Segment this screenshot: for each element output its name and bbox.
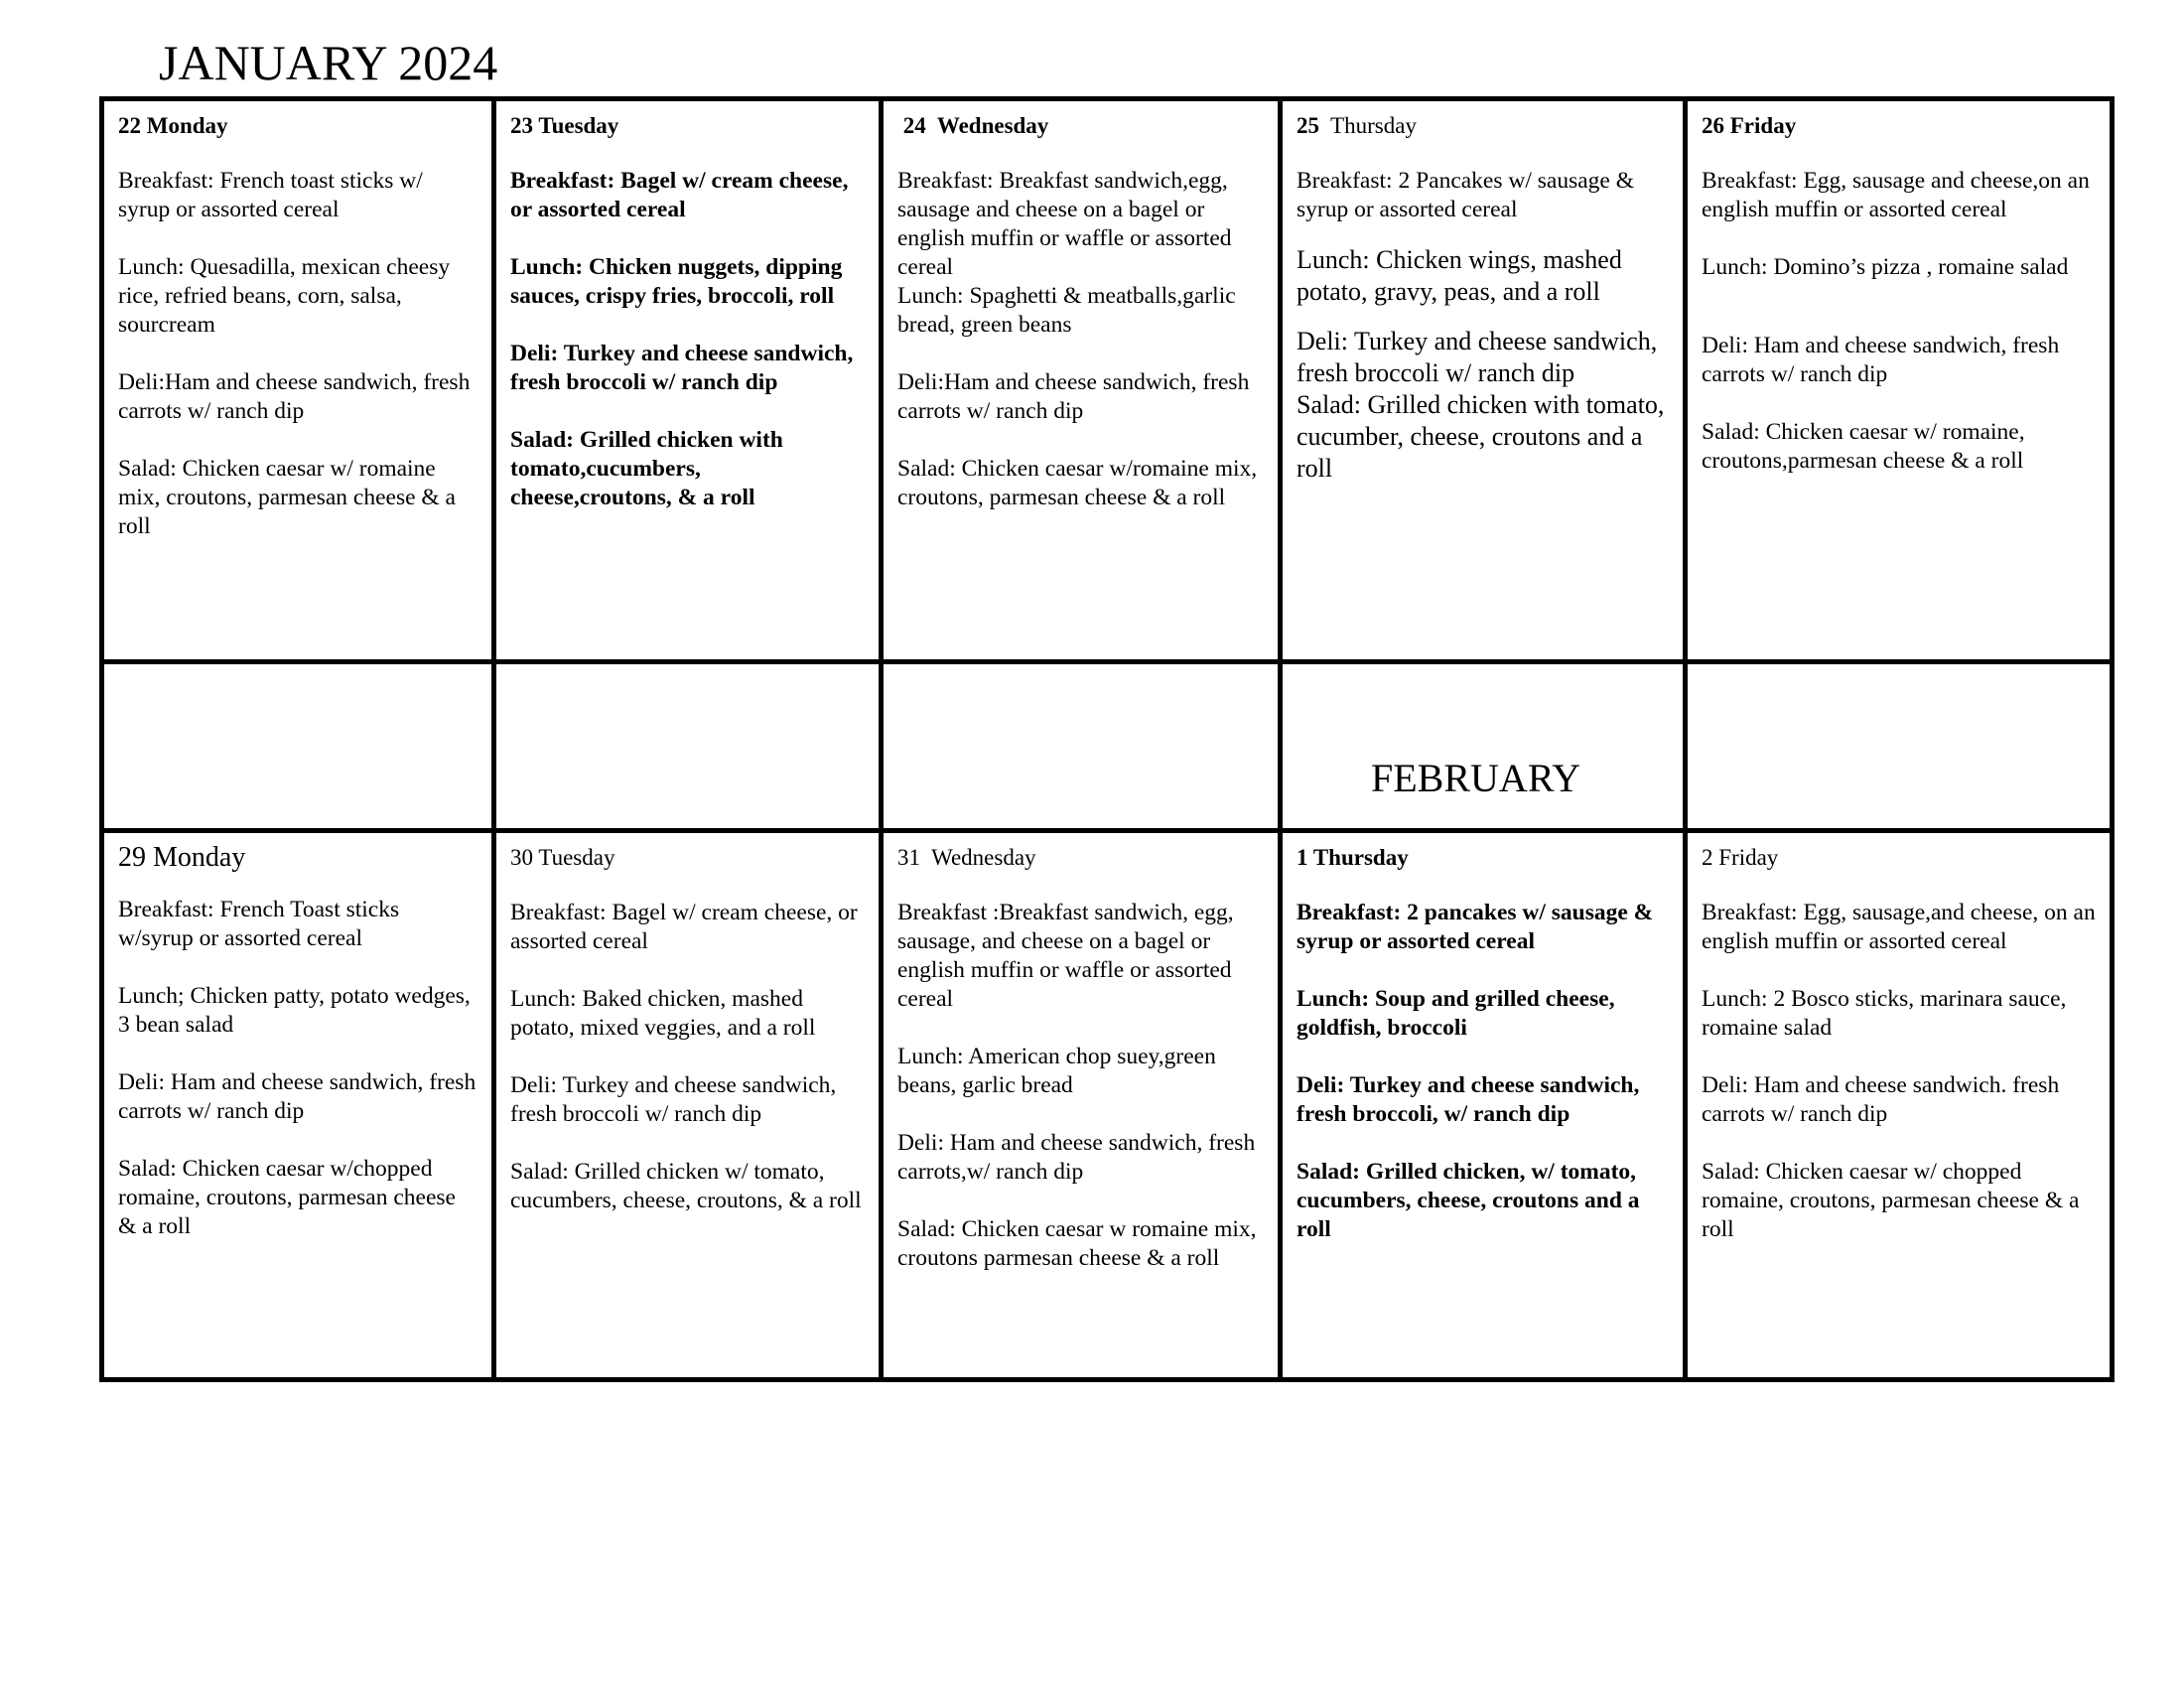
deli-item: Deli: Ham and cheese sandwich. fresh carrots w/ ranch dip <box>1702 1072 2060 1127</box>
deli-item: Deli:Ham and cheese sandwich, fresh carrots w/ ranch dip <box>118 369 471 424</box>
lunch-item: Lunch: Chicken wings, mashed potato, gravy, peas, and a roll <box>1297 245 1622 306</box>
day-header: 30 Tuesday <box>510 845 615 870</box>
lunch-item: Lunch: Spaghetti & meatballs,garlic bread, green beans <box>897 283 1236 338</box>
spacer-cell <box>104 664 496 833</box>
breakfast-item: Breakfast: French Toast sticks w/syrup or assorted cereal <box>118 897 400 951</box>
menu-calendar-grid <box>99 96 2115 1382</box>
day-header: 2 Friday <box>1702 845 1779 870</box>
lunch-item: Lunch: Chicken nuggets, dipping sauces, crispy fries, broccoli, roll <box>510 254 843 309</box>
day-cell-jan-31 <box>884 833 1283 1377</box>
deli-item: Deli: Turkey and cheese sandwich, fresh broccoli, w/ ranch dip <box>1297 1072 1640 1127</box>
day-header: 29 Monday <box>118 842 246 873</box>
day-cell-jan-23 <box>496 101 884 664</box>
lunch-item: Lunch: Quesadilla, mexican cheesy rice, refried beans, corn, salsa, sourcream <box>118 254 451 338</box>
day-cell-feb-1 <box>1283 833 1688 1377</box>
breakfast-item: Breakfast: 2 pancakes w/ sausage & syrup or assorted cereal <box>1297 900 1654 954</box>
salad-item: Salad: Chicken caesar w romaine mix, croutons parmesan cheese & a roll <box>897 1216 1257 1271</box>
day-header: 23 Tuesday <box>510 113 619 138</box>
day-cell-jan-26 <box>1688 101 2110 664</box>
spacer-cell <box>496 664 884 833</box>
day-cell-jan-22 <box>104 101 496 664</box>
salad-item: Salad: Grilled chicken with tomato, cucumber, cheese, croutons and a roll <box>1297 390 1665 483</box>
february-label: FEBRUARY <box>1371 756 1581 800</box>
day-header: 25 Thursday <box>1297 113 1417 138</box>
day-header: 24 Wednesday <box>897 113 1049 138</box>
salad-item: Salad: Chicken caesar w/ romaine, croutons,parmesan cheese & a roll <box>1702 419 2025 474</box>
day-cell-jan-29 <box>104 833 496 1377</box>
salad-item: Salad: Chicken caesar w/romaine mix, croutons, parmesan cheese & a roll <box>897 456 1258 510</box>
lunch-item: Lunch: Domino’s pizza , romaine salad <box>1702 254 2069 280</box>
day-header: 31 Wednesday <box>897 845 1036 870</box>
salad-item: Salad: Chicken caesar w/chopped romaine, croutons, parmesan cheese & a roll <box>118 1156 456 1239</box>
breakfast-item: Breakfast: French toast sticks w/ syrup or assorted cereal <box>118 168 423 222</box>
breakfast-item: Breakfast: Egg, sausage,and cheese, on an english muffin or assorted cereal <box>1702 900 2096 954</box>
deli-item: Deli:Ham and cheese sandwich, fresh carrots w/ ranch dip <box>897 369 1250 424</box>
day-cell-jan-30 <box>496 833 884 1377</box>
day-header: 26 Friday <box>1702 113 1797 138</box>
breakfast-item: Breakfast: Egg, sausage and cheese,on an english muffin or assorted cereal <box>1702 168 2090 222</box>
breakfast-item: Breakfast: Breakfast sandwich,egg, sausage and cheese on a bagel or english muffin or waffle or assorted cereal <box>897 168 1232 280</box>
day-cell-jan-25 <box>1283 101 1688 664</box>
spacer-cell <box>1688 664 2110 833</box>
day-cell-feb-2 <box>1688 833 2110 1377</box>
breakfast-item: Breakfast: Bagel w/ cream cheese, or assorted cereal <box>510 900 858 954</box>
deli-item: Deli: Turkey and cheese sandwich, fresh broccoli w/ ranch dip <box>1297 327 1658 387</box>
day-header: 1 Thursday <box>1297 845 1409 870</box>
breakfast-item: Breakfast: 2 Pancakes w/ sausage & syrup or assorted cereal <box>1297 168 1634 222</box>
deli-item: Deli: Ham and cheese sandwich, fresh carrots w/ ranch dip <box>1702 333 2060 387</box>
page-title: JANUARY 2024 <box>159 35 498 90</box>
spacer-cell <box>884 664 1283 833</box>
deli-item: Deli: Ham and cheese sandwich, fresh carrots w/ ranch dip <box>118 1069 477 1124</box>
day-header: 22 Monday <box>118 113 228 138</box>
salad-item: Salad: Chicken caesar w/ romaine mix, croutons, parmesan cheese & a roll <box>118 456 456 539</box>
salad-item: Salad: Chicken caesar w/ chopped romaine, croutons, parmesan cheese & a roll <box>1702 1159 2080 1242</box>
salad-item: Salad: Grilled chicken w/ tomato, cucumbers, cheese, croutons, & a roll <box>510 1159 862 1213</box>
day-cell-jan-24 <box>884 101 1283 664</box>
deli-item: Deli: Ham and cheese sandwich, fresh carrots,w/ ranch dip <box>897 1130 1256 1185</box>
lunch-item: Lunch: American chop suey,green beans, garlic bread <box>897 1044 1216 1098</box>
spacer-cell-february <box>1283 664 1688 833</box>
lunch-item: Lunch: Baked chicken, mashed potato, mixed veggies, and a roll <box>510 986 816 1041</box>
lunch-item: Lunch; Chicken patty, potato wedges, 3 bean salad <box>118 983 471 1038</box>
breakfast-item: Breakfast: Bagel w/ cream cheese, or assorted cereal <box>510 168 849 222</box>
breakfast-item: Breakfast :Breakfast sandwich, egg, sausage, and cheese on a bagel or english muffin or waffle or assorted cereal <box>897 900 1234 1012</box>
lunch-item: Lunch: Soup and grilled cheese, goldfish, broccoli <box>1297 986 1615 1041</box>
day-number: 25 <box>1297 113 1319 138</box>
deli-item: Deli: Turkey and cheese sandwich, fresh broccoli w/ ranch dip <box>510 341 854 395</box>
lunch-item: Lunch: 2 Bosco sticks, marinara sauce, romaine salad <box>1702 986 2067 1041</box>
deli-item: Deli: Turkey and cheese sandwich, fresh broccoli w/ ranch dip <box>510 1072 837 1127</box>
salad-item: Salad: Grilled chicken with tomato,cucumbers, cheese,croutons, & a roll <box>510 427 783 510</box>
salad-item: Salad: Grilled chicken, w/ tomato, cucumbers, cheese, croutons and a roll <box>1297 1159 1640 1242</box>
